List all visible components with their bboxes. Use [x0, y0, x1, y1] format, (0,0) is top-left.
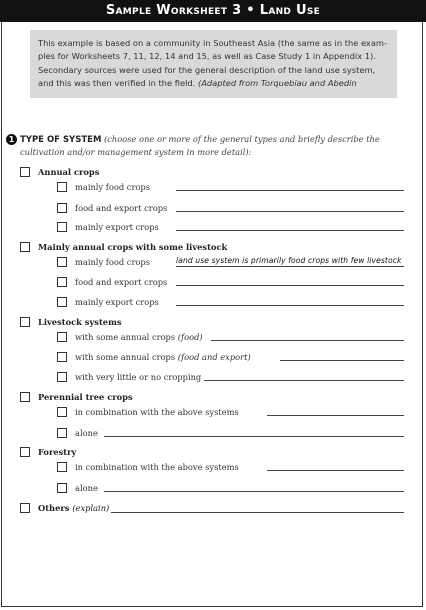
option-label: food and export crops — [75, 203, 168, 213]
checkbox-option[interactable] — [57, 462, 67, 472]
option-label: mainly food crops — [75, 182, 150, 192]
answer-line[interactable] — [176, 285, 404, 286]
answer-line[interactable] — [176, 305, 404, 306]
intro-note — [30, 30, 397, 98]
intro-note-line: This example is based on a community in Southeast Asia (the same as in the exam- — [38, 38, 387, 48]
option-label: with some annual crops (food and export) — [75, 352, 251, 362]
category-label: Others (explain) — [38, 503, 110, 513]
category-label: Livestock systems — [38, 317, 122, 327]
section-header — [6, 133, 406, 158]
answer-line[interactable] — [104, 436, 404, 437]
option-label: in combination with the above systems — [75, 407, 239, 417]
intro-note-line: Secondary sources were used for the general description of the land use system, — [38, 64, 376, 75]
answer-line[interactable] — [111, 512, 404, 513]
checkbox-annual-with-livestock[interactable] — [20, 242, 30, 252]
intro-note-line: and this was then verified in the field. (Adapted from Torquebiau and Abedin — [38, 77, 357, 88]
option-label: mainly food crops — [75, 257, 150, 267]
checkbox-livestock-systems[interactable] — [20, 317, 30, 327]
checkbox-option[interactable] — [57, 483, 67, 493]
answer-line[interactable] — [267, 470, 404, 471]
option-label: alone — [75, 483, 98, 493]
handwritten-answer: land use system is primarily food crops with few livestock — [176, 256, 402, 265]
option-label: with very little or no cropping — [75, 372, 202, 382]
option-label: alone — [75, 428, 98, 438]
worksheet-title: Sample Worksheet 3 • Land Use — [0, 0, 426, 22]
intro-note-citation: (Adapted from Torquebiau and Abedin — [197, 77, 357, 88]
answer-line[interactable] — [267, 415, 404, 416]
answer-line[interactable] — [176, 230, 404, 231]
section-number-badge: 1 — [6, 134, 17, 145]
answer-line[interactable] — [280, 360, 404, 361]
answer-line[interactable] — [204, 380, 404, 381]
category-label: Mainly annual crops with some livestock — [38, 242, 228, 252]
answer-line[interactable] — [176, 266, 404, 267]
section-instruction: (choose one or more of the general types and briefly describe the cultivation and/or management system in more detail): — [20, 134, 380, 157]
option-label: food and export crops — [75, 277, 168, 287]
checkbox-option[interactable] — [57, 332, 67, 342]
checkbox-perennial-tree-crops[interactable] — [20, 392, 30, 402]
category-label: Perennial tree crops — [38, 392, 133, 402]
checkbox-option[interactable] — [57, 277, 67, 287]
checkbox-others[interactable] — [20, 503, 30, 513]
checkbox-option[interactable] — [57, 407, 67, 417]
checkbox-option[interactable] — [57, 257, 67, 267]
checkbox-option[interactable] — [57, 222, 67, 232]
checkbox-option[interactable] — [57, 352, 67, 362]
answer-line[interactable] — [104, 491, 404, 492]
checkbox-forestry[interactable] — [20, 447, 30, 457]
checkbox-option[interactable] — [57, 182, 67, 192]
category-label: Annual crops — [38, 167, 100, 177]
answer-line[interactable] — [211, 340, 404, 341]
option-label: with some annual crops (food) — [75, 332, 203, 342]
answer-line[interactable] — [176, 211, 404, 212]
checkbox-option[interactable] — [57, 203, 67, 213]
checkbox-option[interactable] — [57, 428, 67, 438]
section-title: TYPE OF SYSTEM — [20, 135, 102, 145]
answer-line[interactable] — [176, 190, 404, 191]
checkbox-annual-crops[interactable] — [20, 167, 30, 177]
checkbox-option[interactable] — [57, 372, 67, 382]
option-label: in combination with the above systems — [75, 462, 239, 472]
section-text — [20, 133, 406, 158]
option-label: mainly export crops — [75, 222, 159, 232]
checkbox-option[interactable] — [57, 297, 67, 307]
intro-note-line: ples for Worksheets 7, 11, 12, 14 and 15, as well as Case Study 1 in Appendix 1). — [38, 51, 376, 62]
option-label: mainly export crops — [75, 297, 159, 307]
category-label: Forestry — [38, 447, 77, 457]
